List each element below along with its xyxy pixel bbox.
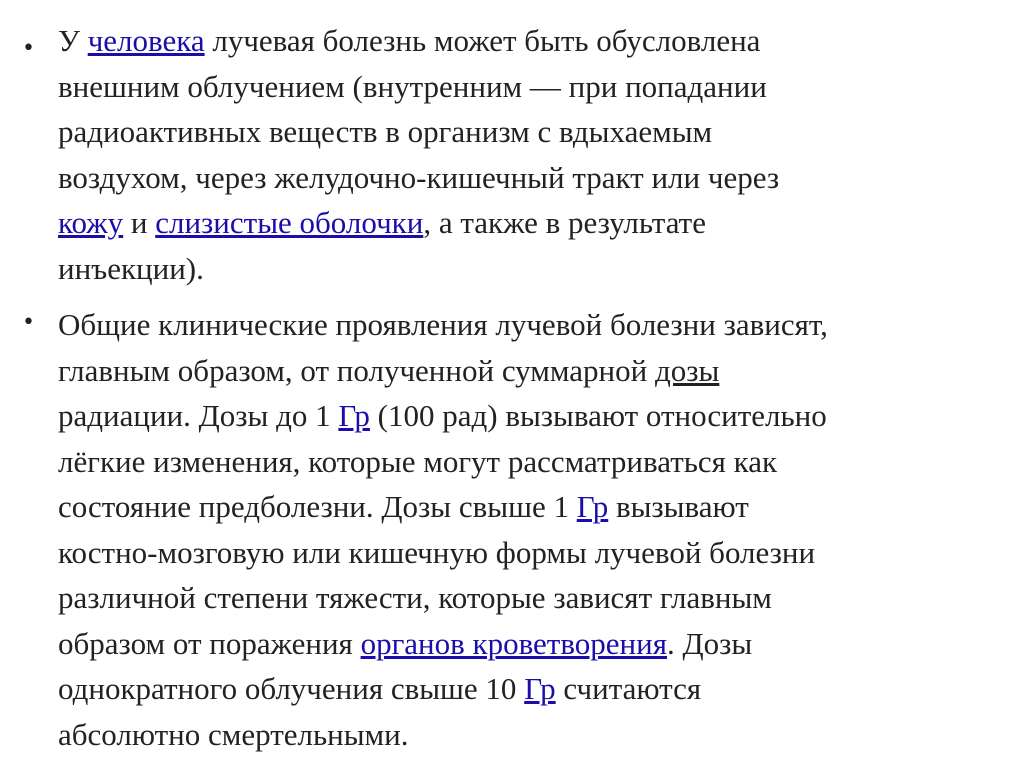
text-segment: вызывают (608, 489, 749, 524)
text-segment: образом от поражения (58, 625, 361, 661)
bullet-marker: • (22, 36, 35, 61)
text-segment: У (58, 23, 88, 58)
text-segment: костно-мозговую или кишечную формы лучевой болезни (58, 534, 816, 570)
link-chelovek[interactable]: человека (87, 23, 205, 58)
text-segment: абсолютно смертельными. (58, 716, 409, 752)
link-dozy[interactable]: дозы (654, 352, 720, 388)
text-segment: , а также в результате (423, 205, 706, 240)
link-gr[interactable]: Гр (576, 489, 609, 524)
text-segment: лучевая болезнь может быть обусловлена (204, 23, 761, 58)
text-line (58, 348, 1008, 394)
text-segment: воздухом, через желудочно-кишечный тракт или через (58, 159, 780, 195)
text-line (58, 712, 1008, 758)
link-organy-krovetvoreniya[interactable]: органов кроветворения (360, 625, 667, 661)
link-gr[interactable]: Гр (338, 398, 370, 433)
text-segment: лёгкие изменения, которые могут рассматриваться как (58, 443, 778, 479)
text-line (58, 666, 1008, 712)
text-line (58, 393, 1008, 439)
link-kozha[interactable]: кожу (58, 205, 124, 240)
text-segment: (100 рад) вызывают относительно (369, 398, 827, 433)
text-line (58, 621, 1008, 667)
text-line (58, 246, 1008, 292)
text-line (58, 109, 1008, 155)
text-segment: внешним облучением (внутренним — при попадании (58, 68, 767, 104)
text-line (58, 484, 1008, 530)
text-segment: считаются (555, 671, 702, 706)
text-line (58, 575, 1008, 621)
text-line (58, 530, 1008, 576)
text-line (58, 200, 1008, 246)
text-segment: состояние предболезни. Дозы свыше 1 (58, 489, 577, 524)
link-slizistye-obolochki[interactable]: слизистые оболочки (155, 205, 424, 240)
text-line (58, 18, 1008, 64)
text-line (58, 439, 1008, 485)
text-segment: однократного облучения свыше 10 (58, 671, 525, 706)
link-gr[interactable]: Гр (524, 671, 556, 706)
text-segment: радиоактивных веществ в организм с вдыхаемым (58, 114, 713, 149)
text-segment: инъекции). (58, 250, 204, 286)
paragraph-clinical-doses (58, 302, 1008, 757)
text-segment: Общие клинические проявления лучевой болезни зависят, (58, 307, 828, 342)
text-line (58, 155, 1008, 201)
paragraph-exposure-routes (58, 18, 1008, 291)
text-segment: и (123, 205, 156, 240)
text-segment: главным образом, от полученной суммарной (58, 352, 655, 388)
bullet-marker: • (22, 310, 35, 335)
text-segment: . Дозы (666, 625, 753, 661)
text-line (58, 64, 1008, 110)
text-line (58, 302, 1008, 348)
text-segment: различной степени тяжести, которые зависят главным (58, 580, 772, 615)
text-segment: радиации. Дозы до 1 (58, 398, 339, 433)
